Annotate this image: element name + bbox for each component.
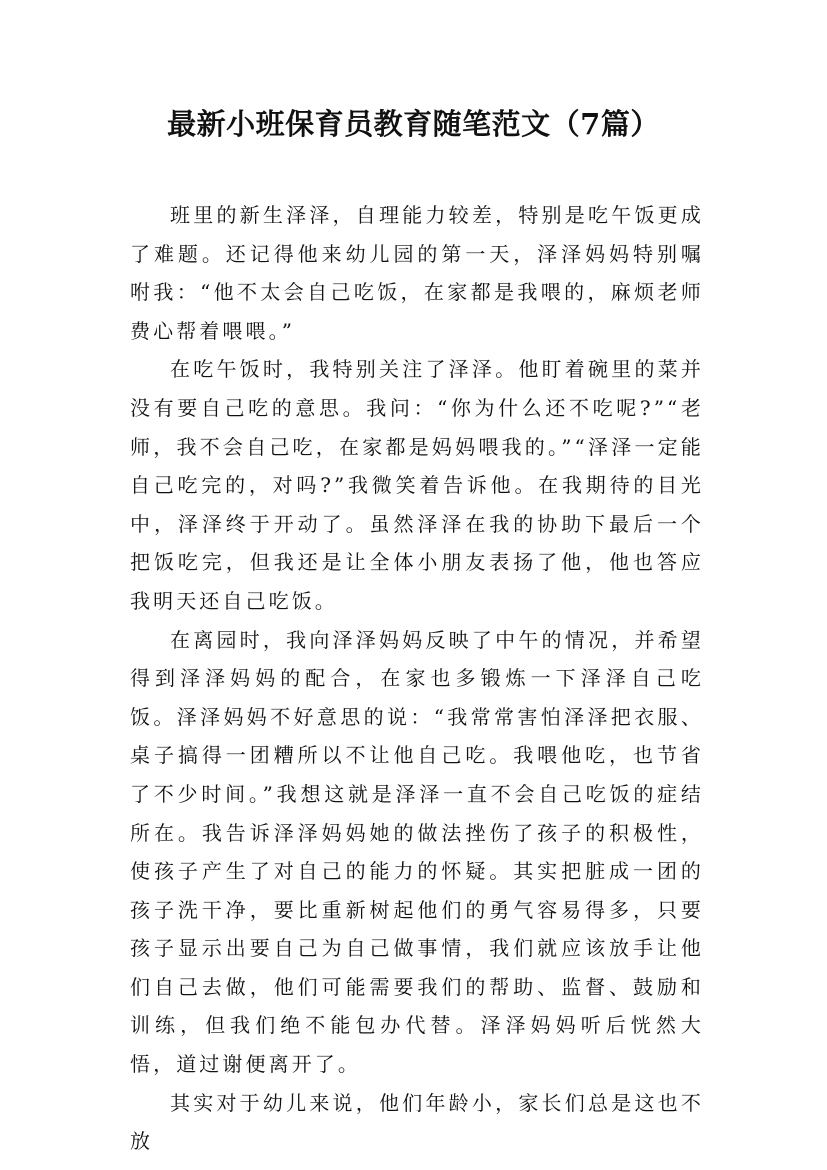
paragraph-3: 在离园时，我向泽泽妈妈反映了中午的情况，并希望得到泽泽妈妈的配合，在家也多锻炼一下泽泽自己吃饭。泽泽妈妈不好意思的说：“我常常害怕泽泽把衣服、桌子搞得一团糟所以不让他自己吃。我喂他吃，也节省了不少时间。”我想这就是泽泽一直不会自己吃饭的症结所在。我告诉泽泽妈妈她的做法挫伤了孩子的积极性，使孩子产生了对自己的能力的怀疑。其实把脏成一团的孩子洗干净，要比重新树起他们的勇气容易得多，只要孩子显示出要自己为自己做事情，我们就应该放手让他们自己去做，他们可能需要我们的帮助、监督、鼓励和训练，但我们绝不能包办代替。泽泽妈妈听后恍然大悟，道过谢便离开了。: [130, 627, 704, 1077]
document-body: [130, 196, 704, 1161]
paragraph-4: 其实对于幼儿来说，他们年龄小，家长们总是这也不放: [130, 1090, 704, 1154]
document-title: 最新小班保育员教育随笔范文（7篇）: [167, 107, 660, 141]
paragraph-2: 在吃午饭时，我特别关注了泽泽。他盯着碗里的菜并没有要自己吃的意思。我问：“你为什么还不吃呢?”“老师，我不会自己吃，在家都是妈妈喂我的。”“泽泽一定能自己吃完的，对吗?”我微笑着告诉他。在我期待的目光中，泽泽终于开动了。虽然泽泽在我的协助下最后一个把饭吃完，但我还是让全体小朋友表扬了他，他也答应我明天还自己吃饭。: [130, 357, 704, 613]
paragraph-1: 班里的新生泽泽，自理能力较差，特别是吃午饭更成了难题。还记得他来幼儿园的第一天，泽泽妈妈特别嘱咐我：“他不太会自己吃饭，在家都是我喂的，麻烦老师费心帮着喂喂。”: [130, 203, 704, 343]
